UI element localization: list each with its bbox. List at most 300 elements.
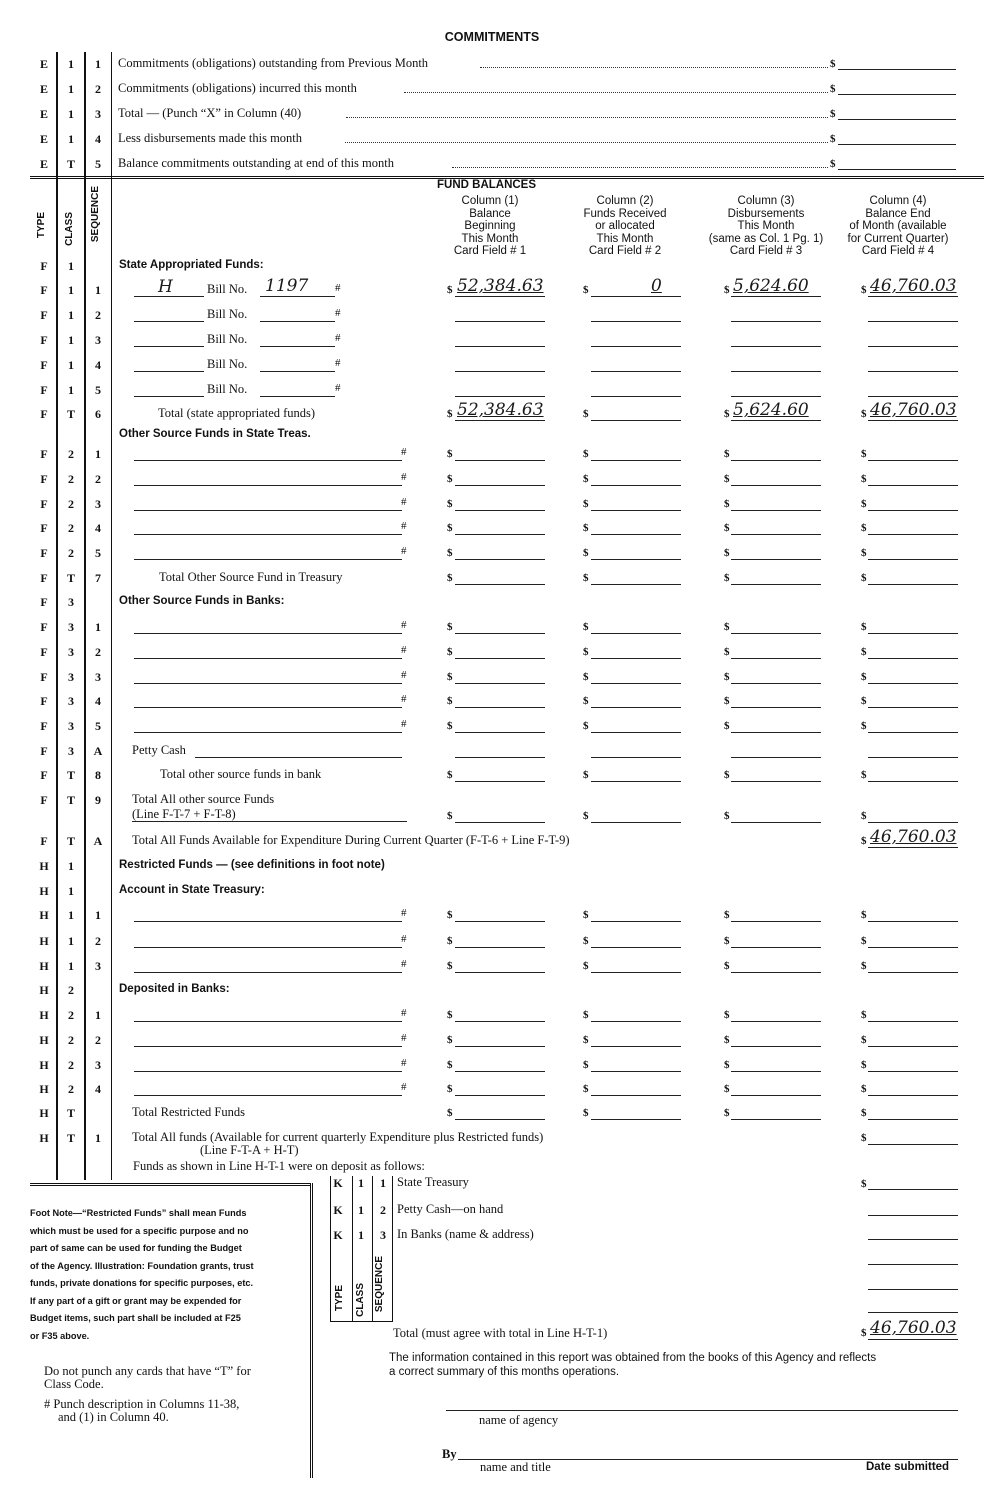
description-blank [134,1071,402,1072]
page-title: COMMITMENTS [444,30,540,44]
dollar-sign: $ [447,547,453,559]
code-sequence: 2 [95,934,101,948]
column-header-line: of Month (available [849,220,947,232]
description-blank [134,707,402,708]
column-header-line: Card Field # 3 [729,245,803,257]
amount-blank [591,1095,681,1096]
hash-mark: # [401,644,407,656]
row-label-sub: (Line F-T-A + H-T) [200,1143,299,1157]
amount-blank [455,460,545,461]
code-sequence: 1 [95,1131,101,1145]
dollar-sign: $ [724,547,730,559]
amount-blank [868,921,958,922]
hash-mark: # [401,471,407,483]
dollar-sign: $ [583,1059,589,1071]
code-class: 1 [68,132,74,146]
amount-blank [591,485,681,486]
dollar-sign: $ [724,522,730,534]
code-class: 2 [68,521,74,535]
commitments-separator [30,176,984,177]
dollar-sign: $ [861,935,867,947]
dollar-sign: $ [447,1034,453,1046]
code-class: 3 [68,645,74,659]
code-sequence: 2 [95,1033,101,1047]
amount-blank [731,584,821,585]
dollar-sign: $ [583,935,589,947]
date-submitted-label: Date submitted [866,1461,950,1473]
code-class: 1 [358,1228,364,1242]
bill-label: Bill No. [207,307,248,321]
dollar-sign: $ [724,769,730,781]
hash-mark: # [335,307,341,319]
code-sequence: 6 [95,407,101,421]
code-class: 3 [68,719,74,733]
dollar-sign: $ [447,473,453,485]
amount-blank [455,559,545,560]
description-blank [195,757,402,758]
dollar-sign: $ [861,1327,867,1339]
code-type: H [39,1008,49,1022]
bill-number-blank [260,371,335,372]
dollar-sign: $ [447,909,453,921]
amount-blank [868,683,958,684]
handwritten-bill-number: 1197 [265,276,309,296]
code-class: 1 [68,934,74,948]
amount-blank [868,1239,958,1240]
description-blank [132,821,407,822]
handwritten-prefix: H [158,277,173,297]
code-type: F [40,546,48,560]
amount-blank [455,420,545,421]
column-header-line: Card Field # 2 [588,245,662,257]
description-blank [134,1095,402,1096]
side-header-sequence: SEQUENCE [374,1256,385,1313]
code-type: F [40,447,48,461]
deposit-seq-rule [372,1176,373,1322]
hash-mark: # [401,907,407,919]
code-type: K [333,1203,343,1217]
dollar-sign: $ [724,1059,730,1071]
row-label: Petty Cash [132,743,186,757]
footnote-line: funds, private donations for specific purposes, etc. [30,1278,254,1288]
amount-blank [591,781,681,782]
dollar-sign: $ [724,1034,730,1046]
amount-blank [455,584,545,585]
class-col-rule-2 [84,52,85,1180]
code-class: T [66,407,75,421]
handwritten-amount: 46,760.03 [870,827,957,847]
code-sequence: 4 [95,694,101,708]
handwritten-amount: 5,624.60 [733,400,809,420]
description-blank [134,683,402,684]
code-class: 1 [68,859,74,873]
code-type: H [39,1131,49,1145]
hash-mark: # [401,933,407,945]
amount-blank [591,732,681,733]
code-class: 1 [68,107,74,121]
amount-blank [591,822,681,823]
amount-blank [868,1289,958,1290]
section-heading: State Appropriated Funds: [119,259,264,271]
dollar-sign: $ [861,522,867,534]
dollar-sign: $ [583,1034,589,1046]
code-type: E [39,132,48,146]
amount-blank [868,460,958,461]
code-type: H [39,1082,49,1096]
leader-dots [345,142,828,143]
hash-mark: # [401,958,407,970]
amount-blank [731,781,821,782]
amount-blank [591,321,681,322]
hash-mark: # [401,1007,407,1019]
footnote-note-1b: Class Code. [44,1377,104,1391]
amount-blank [455,1119,545,1120]
amount-blank [591,947,681,948]
dollar-sign: $ [447,720,453,732]
code-class: 3 [68,620,74,634]
amount-blank [455,321,545,322]
column-header-line: Funds Received [583,207,667,220]
bill-name-blank [134,396,204,397]
deposit-label: Petty Cash—on hand [397,1202,504,1216]
description-blank [134,658,402,659]
name-title-label: name and title [480,1460,551,1474]
footnote-line: Foot Note—“Restricted Funds” shall mean Funds [30,1208,247,1218]
amount-blank [591,707,681,708]
amount-blank [455,658,545,659]
amount-blank [731,346,821,347]
dollar-sign: $ [583,671,589,683]
amount-blank [731,1095,821,1096]
dollar-sign: $ [861,769,867,781]
amount-blank [591,1071,681,1072]
dollar-sign: $ [830,108,836,120]
code-type: F [40,358,48,372]
section-heading: Restricted Funds — (see definitions in foot note) [119,859,385,871]
deposit-class-rule [352,1176,353,1322]
handwritten-amount: 46,760.03 [870,276,957,296]
dollar-sign: $ [447,1107,453,1119]
column-header-2 [545,195,705,258]
agency-name-label: name of agency [479,1413,559,1427]
column-header-line: Card Field # 1 [453,245,527,257]
code-class: 3 [68,595,74,609]
amount-blank [731,972,821,973]
code-type: H [39,884,49,898]
dollar-sign: $ [861,621,867,633]
hash-mark: # [401,520,407,532]
dollar-sign: $ [583,695,589,707]
amount-blank [591,633,681,634]
certification-line-2: a correct summary of this months operations. [389,1366,620,1378]
amount-blank [868,847,958,848]
code-type: F [40,472,48,486]
dollar-sign: $ [724,720,730,732]
dollar-sign: $ [830,133,836,145]
amount-blank [868,781,958,782]
code-type: F [40,383,48,397]
code-type: E [39,57,48,71]
amount-blank [455,1071,545,1072]
code-class: 1 [68,57,74,71]
code-sequence: A [93,834,103,848]
amount-blank [455,707,545,708]
side-header-sequence: SEQUENCE [90,186,101,243]
description-blank [134,559,402,560]
dollar-sign: $ [724,671,730,683]
bill-name-blank [134,346,204,347]
dollar-sign: $ [583,1009,589,1021]
code-class: T [66,793,75,807]
hash-mark: # [335,357,341,369]
handwritten-amount: 0 [651,276,662,296]
description-blank [134,921,402,922]
amount-blank [591,460,681,461]
dollar-sign: $ [861,284,867,296]
code-type: F [40,407,48,421]
dollar-sign: $ [583,572,589,584]
code-class: 1 [68,82,74,96]
column-header-line: Beginning [464,220,516,232]
code-sequence: 2 [380,1203,386,1217]
side-header-class: CLASS [355,1283,366,1317]
code-sequence: 2 [95,472,101,486]
amount-blank [868,707,958,708]
deposit-label: State Treasury [397,1175,469,1189]
deposit-label: In Banks (name & address) [397,1227,534,1241]
code-sequence: 1 [380,1176,386,1190]
bill-label: Bill No. [207,282,248,296]
amount-blank [868,1021,958,1022]
dollar-sign: $ [861,695,867,707]
amount-blank [868,1119,958,1120]
amount-blank [455,947,545,948]
amount-blank [455,921,545,922]
code-class: 2 [68,1033,74,1047]
bill-label: Bill No. [207,332,248,346]
dollar-sign: $ [724,621,730,633]
amount-blank [455,396,545,397]
code-class: 1 [68,308,74,322]
code-class: 1 [68,908,74,922]
row-label: Total Restricted Funds [132,1105,246,1119]
dollar-sign: $ [447,1009,453,1021]
amount-blank [731,559,821,560]
hash-mark: # [401,1057,407,1069]
amount-blank [455,633,545,634]
dollar-sign: $ [724,473,730,485]
certification-line-1: The information contained in this report was obtained from the books of this Agency and reflects [389,1352,877,1364]
hash-mark: # [401,1032,407,1044]
amount-blank [731,732,821,733]
amount-blank [455,371,545,372]
commitment-label: Total — (Punch “X” in Column (40) [118,106,302,120]
type-col-rule [57,52,58,1180]
amount-blank [868,485,958,486]
code-sequence: 3 [95,1058,101,1072]
dollar-sign: $ [447,522,453,534]
code-sequence: 4 [95,521,101,535]
bill-number-blank [260,296,335,297]
dollar-sign: $ [583,646,589,658]
handwritten-amount: 46,760.03 [870,400,957,420]
footnote-top-rule [30,1183,311,1184]
amount-blank [731,396,821,397]
column-header-line: for Current Quarter) [847,232,949,245]
dollar-sign: $ [724,1083,730,1095]
code-sequence: 5 [95,719,101,733]
code-class: T [66,834,75,848]
section-heading: Account in State Treasury: [119,884,265,896]
dollar-sign: $ [861,960,867,972]
amount-blank [591,658,681,659]
code-type: K [333,1176,343,1190]
amount-blank [868,1339,958,1340]
dollar-sign: $ [861,572,867,584]
amount-blank [591,1021,681,1022]
code-type: F [40,744,48,758]
code-type: E [39,82,48,96]
dollar-sign: $ [861,448,867,460]
dollar-sign: $ [724,960,730,972]
amount-blank [455,1021,545,1022]
column-header-line: Balance [469,207,511,220]
amount-blank [455,972,545,973]
dollar-sign: $ [724,1009,730,1021]
dollar-sign: $ [447,408,453,420]
code-type: F [40,259,48,273]
amount-blank [838,94,956,95]
amount-blank [455,510,545,511]
dollar-sign: $ [724,448,730,460]
amount-blank [731,371,821,372]
code-type: F [40,694,48,708]
code-type: F [40,793,48,807]
amount-blank [455,781,545,782]
row-label: Total Other Source Fund in Treasury [159,570,343,584]
code-type: F [40,768,48,782]
amount-blank [868,1312,958,1313]
leader-dots [346,117,828,118]
code-class: 1 [68,358,74,372]
section-heading: Other Source Funds in State Treas. [119,428,311,440]
code-class: 2 [68,546,74,560]
dollar-sign: $ [861,909,867,921]
code-class: 2 [68,1008,74,1022]
code-sequence: 3 [95,333,101,347]
dollar-sign: $ [724,646,730,658]
code-type: F [40,670,48,684]
amount-blank [838,119,956,120]
amount-blank [868,371,958,372]
code-type: H [39,859,49,873]
amount-blank [731,321,821,322]
code-type: F [40,521,48,535]
amount-blank [731,921,821,922]
dollar-sign: $ [583,498,589,510]
amount-blank [731,822,821,823]
amount-blank [591,921,681,922]
amount-blank [731,633,821,634]
description-blank [134,485,402,486]
code-class: 1 [68,884,74,898]
amount-blank [731,1071,821,1072]
hash-mark: # [401,619,407,631]
code-type: F [40,497,48,511]
dollar-sign: $ [583,547,589,559]
amount-blank [868,658,958,659]
amount-blank [731,757,821,758]
dollar-sign: $ [447,448,453,460]
footnote-line: If any part of a gift or grant may be expended for [30,1295,242,1306]
row-label: Total All other source Funds [132,792,275,806]
deposit-type-rule [330,1176,331,1322]
amount-blank [868,559,958,560]
description-blank [134,972,402,973]
footnote-line: which must be used for a specific purpose and no [30,1225,249,1236]
code-sequence: 7 [95,571,101,585]
dollar-sign: $ [830,58,836,70]
footnote-text [30,1205,302,1345]
amount-blank [455,485,545,486]
dollar-sign: $ [861,498,867,510]
dollar-sign: $ [724,572,730,584]
amount-blank [731,1046,821,1047]
code-class: 1 [358,1176,364,1190]
code-class: T [66,571,75,585]
dollar-sign: $ [724,1107,730,1119]
leader-dots [480,67,828,68]
dollar-sign: $ [583,769,589,781]
code-sequence: 5 [95,157,101,171]
hash-mark: # [335,282,341,294]
amount-blank [868,1144,958,1145]
hash-mark: # [401,693,407,705]
amount-blank [838,69,956,70]
description-blank [134,510,402,511]
side-header-class: CLASS [64,212,75,246]
code-sequence: 1 [95,283,101,297]
code-sequence: 4 [95,1082,101,1096]
amount-blank [731,707,821,708]
dollar-sign: $ [583,408,589,420]
code-class: 1 [68,959,74,973]
commitment-label: Commitments (obligations) incurred this month [118,81,357,95]
code-type: F [40,595,48,609]
code-sequence: 1 [95,447,101,461]
amount-blank [868,757,958,758]
column-header-line: This Month [596,232,654,245]
code-type: F [40,645,48,659]
code-sequence: 3 [380,1228,386,1242]
amount-blank [731,485,821,486]
dollar-sign: $ [861,547,867,559]
hash-mark: # [401,718,407,730]
fund-balances-title: FUND BALANCES [437,179,537,191]
dollar-sign: $ [447,810,453,822]
footnote-top-rule-2 [30,1185,311,1186]
column-header-line: This Month [737,220,795,232]
description-blank [134,732,402,733]
amount-blank [591,584,681,585]
amount-blank [838,144,956,145]
amount-blank [591,346,681,347]
row-label: Total other source funds in bank [160,767,322,781]
amount-blank [868,822,958,823]
dollar-sign: $ [861,1132,867,1144]
deposit-desc-rule [392,1176,393,1322]
code-sequence: 3 [95,107,101,121]
